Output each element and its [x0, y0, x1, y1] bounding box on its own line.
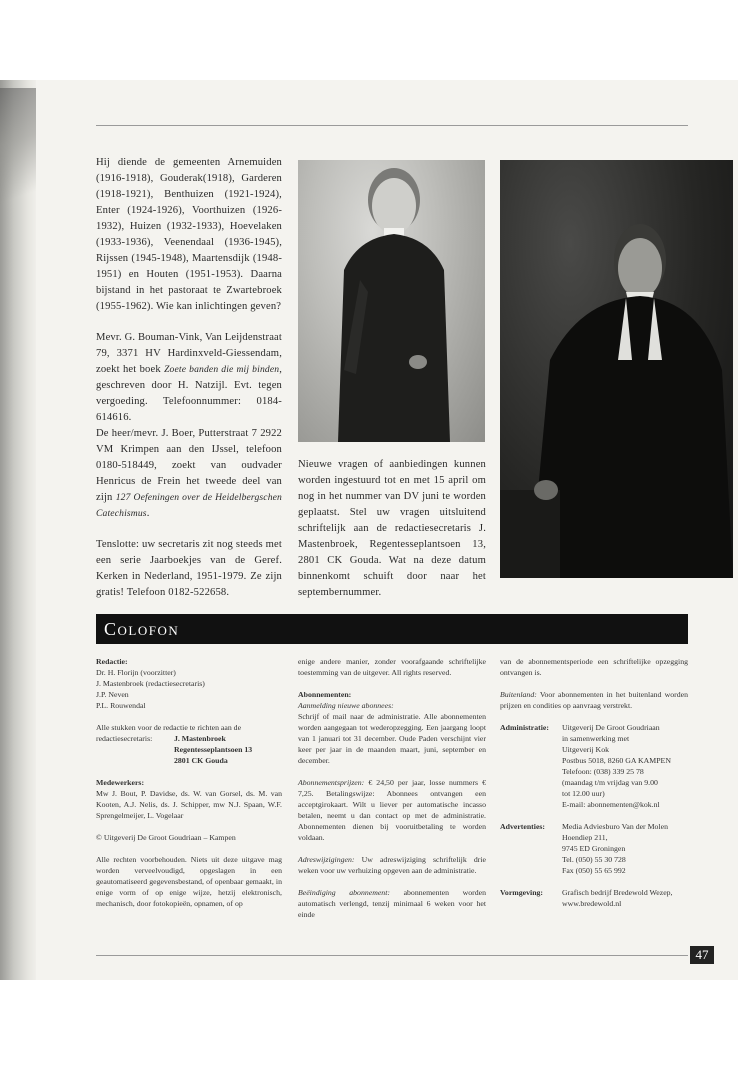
advertenties-line: Media Adviesburo Van der Molen — [562, 822, 668, 831]
advertenties-label: Advertenties: — [500, 822, 546, 831]
colofon-column-1 — [96, 656, 282, 909]
administratie-line: Telefoon: (038) 339 25 78 — [562, 767, 644, 776]
portrait-photo-minister-1 — [298, 160, 485, 442]
medewerkers-label: Medewerkers: — [96, 778, 145, 787]
adres-label: Adreswijzigingen: — [298, 855, 355, 864]
redactie-line: J. Mastenbroek (redactiesecretaris) — [96, 679, 205, 688]
paragraph-closing: Tenslotte: uw secretaris zit nog steeds met een serie Jaarboekjes van de Geref. Kerken in Nederland, 1951-1979. Ze zijn gratis! Telefoon 0182-522658. — [96, 539, 282, 598]
paragraph-request-boer: De heer/mevr. J. Boer, Putterstraat 7 2922 VM Krimpen aan den IJssel, telefoon 0180-518449, zoekt van oudvader Henricus de Frein het tweede deel van zijn 127 Oefeningen over de Heidelbergschen Catechismus. — [96, 428, 282, 519]
administratie-label: Administratie: — [500, 723, 549, 732]
article-column-1 — [96, 155, 282, 601]
administratie-line: Uitgeverij Kok — [562, 745, 609, 754]
top-rule — [96, 125, 688, 126]
copyright-text: © Uitgeverij De Groot Goudriaan – Kampen — [96, 833, 236, 842]
advertenties-line: Hoendiep 211, — [562, 833, 608, 842]
vormgeving-block — [500, 887, 688, 909]
buitenland-label: Buitenland: — [500, 690, 537, 699]
redactie-line: P.L. Rouwendal — [96, 701, 146, 710]
colofon-column-2 — [298, 656, 486, 920]
stukken-label: redactiesecretaris: — [96, 734, 153, 743]
medewerkers-text: Mw J. Bout, P. Davidse, ds. W. van Gorsel, ds. M. van Kooten, A.J. Nelis, ds. J. Schipper, mw N.J. Spaan, W.F. Sprengelmeijer, L. Vogelaar — [96, 789, 282, 820]
aanmelding-label: Aanmelding nieuwe abonnees: — [298, 701, 394, 710]
vormgeving-label: Vormgeving: — [500, 888, 544, 897]
abonnementen-label: Abonnementen: — [298, 690, 352, 699]
paragraph-request-bouman: Mevr. G. Bouman-Vink, Van Leijdenstraat 79, 3371 HV Hardinxveld-Giessendam, zoekt het boek Zoete banden die mij binden, geschreven door H. Natzijl. Evt. tegen vergoeding. Telefoonnummer: 0184-614616. — [96, 332, 283, 423]
stukken-address-line: J. Mastenbroek — [174, 734, 226, 743]
redactie-line: Dr. H. Florijn (voorzitter) — [96, 668, 176, 677]
buitenland-text: Voor abonnementen in het buitenland worden prijzen en condities op aanvraag verstrekt. — [500, 690, 688, 710]
bottom-rule — [96, 955, 688, 956]
rights-text-part1: Alle rechten voorbehouden. Niets uit deze uitgave mag worden verveelvoudigd, opgeslagen in een geautomatiseerd gegevensbestand, of openbaar gemaakt, in enige vorm of op enige wijze, hetzij elektronisch, mechanisch, door fotokopieën, opnamen, of op — [96, 855, 282, 908]
administratie-email[interactable]: E-mail: abonnementen@kok.nl — [562, 800, 660, 809]
page-number: 47 — [690, 946, 714, 964]
stukken-address-line: Regentesseplantsoen 13 — [174, 745, 253, 754]
beeindiging-text: abonnementen worden automatisch verlengd, tenzij minimaal 6 weken voor het einde — [298, 888, 486, 919]
advertenties-line: Fax (050) 55 65 992 — [562, 866, 626, 875]
vormgeving-line: Grafisch bedrijf Bredewold Wezep, — [562, 888, 673, 897]
colofon-column-3 — [500, 656, 688, 909]
advertenties-line: 9745 ED Groningen — [562, 844, 626, 853]
administratie-line: in samenwerking met — [562, 734, 630, 743]
vormgeving-website[interactable]: www.bredewold.nl — [562, 899, 622, 908]
portrait-photo-minister-2 — [500, 160, 733, 578]
rights-text-part2: enige andere manier, zonder voorafgaande schriftelijke toestemming van de uitgever. All rights reserved. — [298, 657, 486, 677]
administratie-line: (maandag t/m vrijdag van 9.00 — [562, 778, 658, 787]
prijzen-label: Abonnementsprijzen: — [298, 778, 365, 787]
beeindiging-label: Beëindiging abonnement: — [298, 888, 390, 897]
stukken-address-line: 2801 CK Gouda — [174, 756, 228, 765]
redactie-line: J.P. Neven — [96, 690, 129, 699]
aanmelding-text: Schrijf of mail naar de administratie. Alle abonnementen worden aangegaan tot wederopzegging. Een jaargang loopt van 1 januari tot 31 december. Oude Paden verschijnt vier keer per jaar in de maanden maart, juni, september en december. — [298, 712, 486, 765]
stukken-intro: Alle stukken voor de redactie te richten aan de — [96, 723, 242, 732]
beeindiging-continued: van de abonnementsperiode een schriftelijke opzegging ontvangen is. — [500, 657, 688, 677]
colofon-heading: Colofon — [104, 619, 180, 639]
administratie-line: tot 12.00 uur) — [562, 789, 605, 798]
advertenties-block — [500, 821, 688, 876]
prijzen-text: € 24,50 per jaar, losse nummers € 7,25. Betalingswijze: Abonnees ontvangen een acceptgirokaart. Wilt u liever per automatische incasso betalen, neemt u dan contact op met de administratie. Abonnementen dienen bij vooruitbetaling te worden voldaan. — [298, 778, 486, 842]
paragraph-biography: Hij diende de gemeenten Arnemuiden (1916-1918), Gouderak(1918), Garderen (1918-1921), Benthuizen (1921-1924), Enter (1924-1926), Voorthuizen (1926-1932), Huizen (1932-1933), Hoevelaken (1933-1936), Veenendaal (1936-1945), Rijssen (1945-1948), Maartensdijk (1948-1951) en Houten (1951-1953). Daarna bijstand in het pastoraat te Zwartebroek (1955-1962). Wie kan inlichtingen geven? — [96, 157, 282, 312]
colofon-header-bar — [96, 614, 688, 644]
adres-text: Uw adreswijziging schriftelijk drie weken voor uw verhuizing opgeven aan de administratie. — [298, 855, 486, 875]
administratie-line: Postbus 5018, 8260 GA KAMPEN — [562, 756, 671, 765]
redactie-label: Redactie: — [96, 657, 128, 666]
administratie-block — [500, 722, 688, 810]
advertenties-line: Tel. (050) 55 30 728 — [562, 855, 626, 864]
paragraph-submission-info: Nieuwe vragen of aanbiedingen kunnen worden ingestuurd tot en met 15 april om nog in het nummer van DV juni te worden geplaatst. Stel uw vragen uitsluitend schriftelijk aan de redactiesecretaris J. Mastenbroek, Regentesseplantsoen 13, 2801 CK Gouda. Wat na deze datum binnenkomt schuift door naar het septembernummer. — [298, 459, 486, 598]
article-column-2 — [298, 457, 486, 601]
administratie-line: Uitgeverij De Groot Goudriaan — [562, 723, 660, 732]
